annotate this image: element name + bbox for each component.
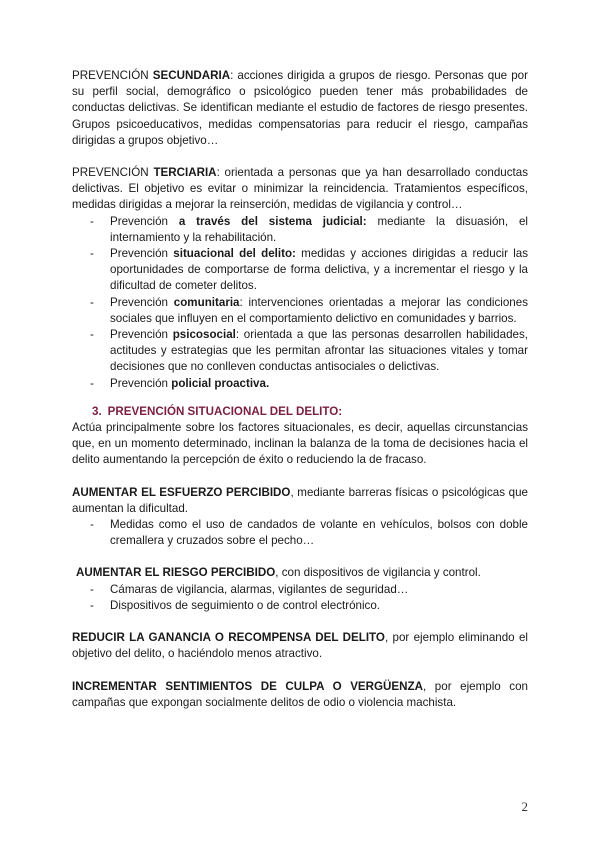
terciaria-term: TERCIARIA	[153, 166, 217, 180]
culpa-term: INCREMENTAR SENTIMIENTOS DE CULPA O VERGÜENZA	[72, 679, 423, 693]
secundaria-text: : acciones dirigida a grupos de riesgo. Personas que por su perfil social, demográfico o psicológico pueden tener más probabilidades de conductas delictivas. Se identifican mediante el estudio de factores de riesgo presentes. Grupos psicoeducativos, medidas compensatorias para reducir el riesgo, campañas dirigidas a grupos objetivo…	[72, 69, 528, 147]
list-item	[110, 246, 528, 295]
item-term: a través del sistema judicial:	[178, 214, 367, 228]
item-term: comunitaria	[173, 295, 240, 309]
list-item: - Cámaras de vigilancia, alarmas, vigilantes de seguridad…	[110, 582, 528, 598]
secundaria-paragraph	[72, 68, 528, 149]
item-term: psicosocial	[172, 328, 236, 342]
item-text: medidas y acciones dirigidas a reducir las oportunidades de comportarse de forma delictiva, y a incrementar el riesgo y la dificultad de cometer delitos.	[110, 247, 529, 293]
esfuerzo-text: , mediante barreras físicas o psicológicas que aumentan la dificultad.	[72, 485, 528, 515]
terciaria-prefix: PREVENCIÓN	[72, 166, 154, 180]
section-heading	[92, 404, 528, 420]
list-item	[110, 376, 528, 392]
terciaria-list	[72, 214, 528, 392]
list-item	[110, 327, 528, 376]
section-title: PREVENCIÓN SITUACIONAL DEL DELITO:	[107, 404, 343, 418]
riesgo-text: , con dispositivos de vigilancia y control.	[275, 566, 481, 580]
list-item: - Dispositivos de seguimiento o de control electrónico.	[110, 598, 528, 614]
riesgo-list	[72, 582, 528, 614]
item-text: mediante la disuasión, el internamiento y la rehabilitación.	[110, 214, 528, 244]
item-text: : orientada a que las personas desarrollen habilidades, actitudes y estrategias que les permitan afrontar las situaciones vitales y tomar decisiones que no conlleven conductas antisociales o delictivas.	[110, 328, 528, 374]
riesgo-term: AUMENTAR EL RIESGO PERCIBIDO	[76, 566, 276, 580]
item-term: policial proactiva.	[171, 376, 270, 390]
item-term: situacional del delito:	[173, 247, 296, 261]
esfuerzo-paragraph	[72, 485, 528, 517]
item-prefix: Prevención	[110, 295, 174, 309]
culpa-paragraph	[72, 679, 528, 711]
item-text: : intervenciones orientadas a mejorar las condiciones sociales que influyen en el comportamiento delictivo en comunidades y barrios.	[110, 295, 529, 325]
secundaria-prefix: PREVENCIÓN	[72, 69, 153, 82]
item-prefix: Prevención	[110, 328, 173, 342]
section-number: 3.	[92, 404, 102, 418]
page-number: 2	[521, 799, 528, 814]
secundaria-term: SECUNDARIA	[152, 69, 231, 82]
item-prefix: Prevención	[110, 214, 179, 228]
document-page	[72, 68, 528, 711]
ganancia-term: REDUCIR LA GANANCIA O RECOMPENSA DEL DELITO	[72, 631, 385, 645]
section-intro: Actúa principalmente sobre los factores situacionales, es decir, aquellas circunstancias que, en un momento determinado, inclinan la balanza de la toma de decisiones hacia el delito aumentando la percepción de éxito o reduciendo la de fracaso.	[72, 421, 528, 467]
riesgo-paragraph	[72, 565, 528, 581]
esfuerzo-term: AUMENTAR EL ESFUERZO PERCIBIDO	[72, 485, 291, 499]
list-item: - Medidas como el uso de candados de volante en vehículos, bolsos con doble cremallera y cruzados sobre el pecho…	[110, 517, 528, 549]
ganancia-paragraph	[72, 630, 528, 662]
ganancia-text: , por ejemplo eliminando el objetivo del delito, o haciéndolo menos atractivo.	[72, 631, 528, 661]
terciaria-text: : orientada a personas que ya han desarrollado conductas delictivas. El objetivo es evitar o minimizar la reincidencia. Tratamientos específicos, medidas dirigidas a mejorar la reinserción, medidas de vigilancia y control…	[72, 166, 528, 212]
list-item	[110, 295, 528, 327]
item-prefix: Prevención	[110, 247, 174, 261]
esfuerzo-list	[72, 517, 528, 549]
list-item	[110, 214, 528, 246]
culpa-text: , por ejemplo con campañas que expongan socialmente delitos de odio o violencia machista.	[72, 679, 529, 709]
item-prefix: Prevención	[110, 376, 172, 390]
terciaria-paragraph	[72, 165, 528, 214]
